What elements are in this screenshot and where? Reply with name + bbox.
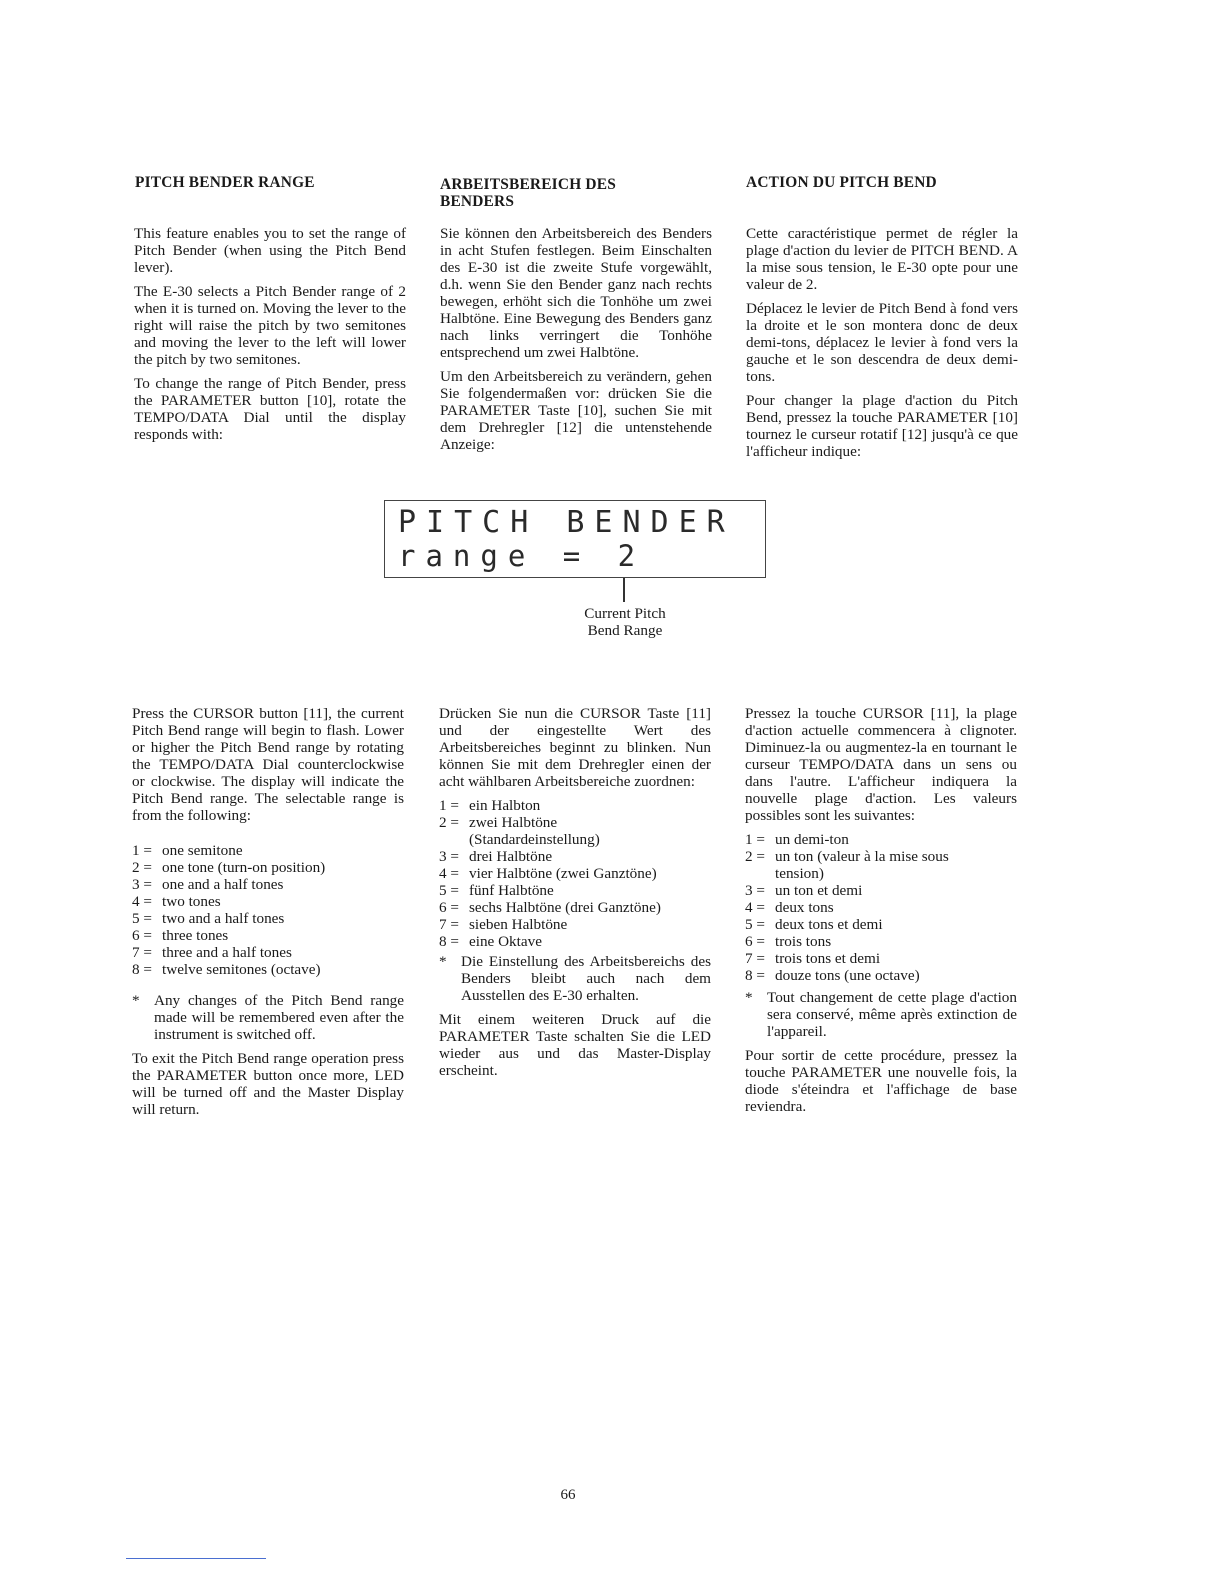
pointer-label-line2: Bend Range [587, 622, 663, 639]
list-item [745, 967, 1017, 984]
list-item [132, 893, 404, 910]
list-number: 8 = [439, 933, 459, 950]
heading-de-line2: BENDERS [440, 193, 515, 210]
list-number: 3 = [132, 876, 152, 893]
paragraph: Mit einem weiteren Druck auf die PARAMETER Taste schalten Sie die LED wieder aus und das Master-Display erscheint. [439, 1011, 711, 1079]
list-number: 2 = [132, 859, 152, 876]
note [439, 953, 711, 1004]
list-item [132, 859, 404, 876]
note-text: Any changes of the Pitch Bend range made will be remembered even after the instrument is switched off. [154, 992, 404, 1043]
note-marker: * [745, 989, 753, 1006]
list-text: twelve semitones (octave) [162, 961, 321, 978]
paragraph: This feature enables you to set the range of Pitch Bender (when using the Pitch Bend lever). [134, 225, 406, 276]
list-item [132, 944, 404, 961]
paragraph: Sie können den Arbeitsbereich des Benders in acht Stufen festlegen. Beim Einschalten des E-30 ist die zweite Stufe vorgewählt, d.h. wenn Sie den Bender ganz nach rechts bewegen, erhöht sich die Tonhöhe um zwei Halbtöne. Eine Bewegung des Benders ganz nach links verringert die Tonhöhe entsprechend um zwei Halbtöne. [440, 225, 712, 361]
list-item [132, 910, 404, 927]
footer-rule [126, 1558, 266, 1559]
list-text: one semitone [162, 842, 243, 859]
paragraph: Drücken Sie nun die CURSOR Taste [11] und der eingestellte Wert des Arbeitsbereiches beginnt zu blinken. Nun können Sie mit dem Drehregler einen der acht wählbaren Arbeitsbereiche zuordnen: [439, 705, 711, 790]
list-item [132, 876, 404, 893]
list-item [439, 916, 711, 933]
paragraph: Um den Arbeitsbereich zu verändern, gehen Sie folgendermaßen vor: drücken Sie die PARAMETER Taste [10], suchen Sie mit dem Drehregler [12] die untenstehende Anzeige: [440, 368, 712, 453]
list-text: three tones [162, 927, 229, 944]
page-number: 66 [560, 1487, 576, 1503]
list-number: 5 = [439, 882, 459, 899]
note-marker: * [132, 992, 140, 1009]
list-text: trois tons [775, 933, 832, 950]
list-text: two and a half tones [162, 910, 285, 927]
list-number: 2 = [745, 848, 765, 865]
list-number: 5 = [132, 910, 152, 927]
list-number: 3 = [745, 882, 765, 899]
list-item [439, 848, 711, 865]
list-number: 6 = [132, 927, 152, 944]
list-text: un ton (valeur à la mise sous tension) [775, 848, 949, 882]
note-marker: * [439, 953, 447, 970]
list-number: 7 = [745, 950, 765, 967]
lcd-display [384, 500, 766, 578]
paragraph: Pour changer la plage d'action du Pitch Bend, pressez la touche PARAMETER [10] tournez le curseur rotatif [12] jusqu'à ce que l'afficheur indique: [746, 392, 1018, 460]
list-item [439, 797, 711, 814]
list-text: sechs Halbtöne (drei Ganztöne) [469, 899, 661, 916]
bottom-column-fr [745, 705, 1017, 1122]
list-item [132, 961, 404, 978]
heading-de-line1: ARBEITSBEREICH DES [440, 176, 616, 193]
list-item [132, 842, 404, 859]
top-column-de [440, 225, 712, 460]
list-text: zwei Halbtöne (Standardeinstellung) [469, 814, 600, 848]
paragraph: To change the range of Pitch Bender, press the PARAMETER button [10], rotate the TEMPO/DATA Dial until the display responds with: [134, 375, 406, 443]
range-list-de [439, 797, 711, 950]
bottom-column-de [439, 705, 711, 1086]
list-text: eine Oktave [469, 933, 542, 950]
paragraph: Pressez la touche CURSOR [11], la plage d'action actuelle commencera à clignoter. Diminuez-la ou augmentez-la en tournant le curseur TEMPO/DATA dans un sens ou dans l'autre. L'afficheur indiquera la nouvelle plage d'action. Les valeurs possibles sont les suivantes: [745, 705, 1017, 824]
heading-en: PITCH BENDER RANGE [135, 174, 315, 191]
list-item [745, 933, 1017, 950]
pointer-line [623, 578, 625, 602]
list-text: deux tons et demi [775, 916, 883, 933]
list-item [439, 933, 711, 950]
list-number: 7 = [132, 944, 152, 961]
top-column-en [134, 225, 406, 450]
note [132, 992, 404, 1043]
list-item [745, 831, 1017, 848]
list-item [439, 899, 711, 916]
list-text: ein Halbton [469, 797, 541, 814]
range-list-fr [745, 831, 1017, 984]
list-text: trois tons et demi [775, 950, 881, 967]
list-text: fünf Halbtöne [469, 882, 554, 899]
list-item [745, 950, 1017, 967]
list-number: 4 = [439, 865, 459, 882]
list-number: 5 = [745, 916, 765, 933]
list-item [745, 899, 1017, 916]
list-item [745, 916, 1017, 933]
paragraph: Pour sortir de cette procédure, pressez la touche PARAMETER une nouvelle fois, la diode s'éteindra et l'affichage de base reviendra. [745, 1047, 1017, 1115]
note-text: Tout changement de cette plage d'action sera conservé, même après extinction de l'appareil. [767, 989, 1017, 1040]
paragraph: To exit the Pitch Bend range operation press the PARAMETER button once more, LED will be turned off and the Master Display will return. [132, 1050, 404, 1118]
paragraph: The E-30 selects a Pitch Bender range of 2 when it is turned on. Moving the lever to the right will raise the pitch by two semitones and moving the lever to the left will lower the pitch by two semitones. [134, 283, 406, 368]
list-number: 7 = [439, 916, 459, 933]
list-number: 3 = [439, 848, 459, 865]
list-number: 4 = [132, 893, 152, 910]
list-number: 8 = [745, 967, 765, 984]
top-column-fr [746, 225, 1018, 467]
pointer-label-line1: Current Pitch [584, 605, 666, 622]
paragraph: Déplacez le levier de Pitch Bend à fond vers la droite et le son montera donc de deux demi-tons, déplacez le levier à fond vers la gauche et le son descendra de deux demi-tons. [746, 300, 1018, 385]
lcd-line-2: range = 2 [398, 539, 646, 573]
list-number: 4 = [745, 899, 765, 916]
list-number: 8 = [132, 961, 152, 978]
list-text: vier Halbtöne (zwei Ganztöne) [469, 865, 657, 882]
list-number: 2 = [439, 814, 459, 831]
heading-de [440, 176, 616, 210]
lcd-line-1: PITCH BENDER [398, 505, 735, 540]
list-item [439, 814, 711, 848]
list-number: 6 = [439, 899, 459, 916]
paragraph: Press the CURSOR button [11], the current Pitch Bend range will begin to flash. Lower or higher the Pitch Bend range by rotating the TEMPO/DATA Dial counterclockwise or clockwise. The display will indicate the Pitch Bend range. The selectable range is from the following: [132, 705, 404, 824]
list-text: three and a half tones [162, 944, 292, 961]
note [745, 989, 1017, 1040]
list-item [132, 927, 404, 944]
list-item [439, 865, 711, 882]
note-text: Die Einstellung des Arbeitsbereichs des Benders bleibt auch nach dem Ausstellen des E-30 erhalten. [461, 953, 711, 1004]
bottom-column-en [132, 705, 404, 1125]
list-item [745, 882, 1017, 899]
list-item [439, 882, 711, 899]
list-text: un ton et demi [775, 882, 863, 899]
list-text: douze tons (une octave) [775, 967, 920, 984]
list-text: one tone (turn-on position) [162, 859, 326, 876]
list-text: sieben Halbtöne [469, 916, 568, 933]
list-number: 1 = [132, 842, 152, 859]
list-text: deux tons [775, 899, 834, 916]
list-text: un demi-ton [775, 831, 849, 848]
list-item [745, 848, 1017, 882]
list-text: drei Halbtöne [469, 848, 553, 865]
list-text: one and a half tones [162, 876, 284, 893]
heading-fr: ACTION DU PITCH BEND [746, 174, 937, 191]
paragraph: Cette caractéristique permet de régler la plage d'action du levier de PITCH BEND. A la mise sous tension, le E-30 opte pour une valeur de 2. [746, 225, 1018, 293]
pointer-label [530, 605, 720, 639]
list-number: 1 = [745, 831, 765, 848]
list-number: 6 = [745, 933, 765, 950]
list-text: two tones [162, 893, 221, 910]
list-number: 1 = [439, 797, 459, 814]
range-list-en [132, 842, 404, 978]
